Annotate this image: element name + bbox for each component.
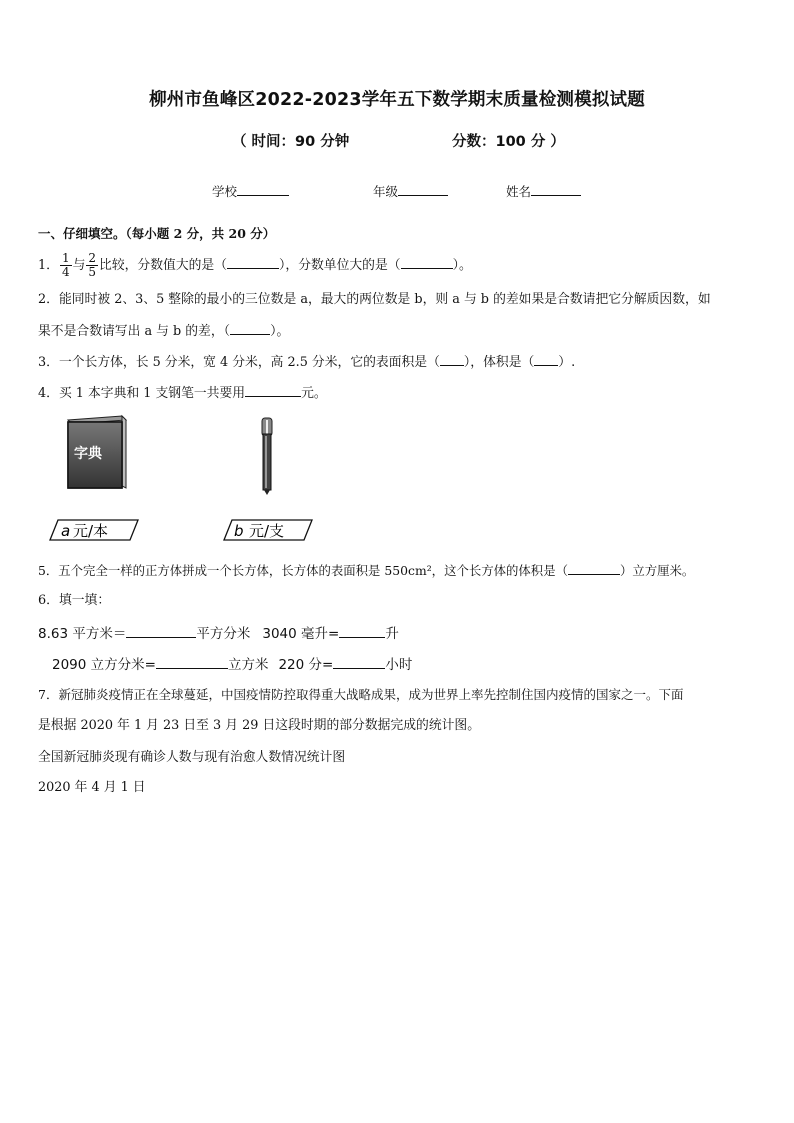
q1-mid: 与 (72, 258, 86, 273)
dictionary-label: 字典 (74, 446, 102, 462)
frac-a-denominator: 4 (61, 265, 70, 279)
fraction-1-4 (60, 252, 72, 279)
dictionary-image (60, 414, 132, 494)
q5-blank[interactable] (568, 574, 620, 575)
school-field (212, 182, 289, 200)
q4-text1: 4．买 1 本字典和 1 支钢笔一共要用 (38, 386, 246, 401)
question-5 (38, 561, 694, 581)
price-tag-pen (222, 518, 314, 542)
q1-text3: ）。 (452, 258, 472, 273)
question-2-line2 (38, 322, 289, 342)
pen-image (254, 414, 280, 496)
name-blank[interactable] (531, 195, 581, 196)
time-label: （ 时间：90 分钟 (232, 134, 350, 150)
q6-b-unit: 升 (385, 626, 399, 642)
frac-a-numerator: 1 (61, 251, 70, 265)
q1-blank-2[interactable] (401, 268, 453, 269)
q1-text2: ），分数单位大的是（ (279, 258, 401, 273)
name-field (506, 182, 581, 200)
q6-b-blank[interactable] (339, 637, 385, 638)
question-6-row2 (52, 653, 412, 673)
question-3 (38, 353, 575, 373)
q3-blank-2[interactable] (534, 365, 558, 366)
q1-text1: 比较，分数值大的是（ (99, 258, 227, 273)
price-pen-unit: 元/支 (249, 522, 285, 540)
q6-a-blank[interactable] (126, 637, 196, 638)
school-label: 学校 (212, 184, 238, 199)
grade-field (373, 182, 448, 200)
q4-text2: 元。 (301, 386, 327, 401)
q6-a-unit: 平方分米 (196, 626, 251, 642)
question-7-line1: 7．新冠肺炎疫情正在全球蔓延，中国疫情防控取得重大战略成果，成为世界上率先控制住国内疫情的国家之一。下面 (38, 687, 684, 702)
question-1 (38, 252, 472, 279)
q2-text2: ）。 (270, 324, 290, 339)
q6-d-unit: 小时 (385, 657, 413, 673)
q6-c-text: 2090 立方分米= (52, 657, 156, 673)
q4-blank[interactable] (245, 396, 301, 397)
price-book-unit: 元/本 (73, 522, 109, 540)
price-tag-book (48, 518, 140, 542)
q6-b-text: 3040 毫升= (262, 626, 340, 642)
chart-date: 2020 年 4 月 1 日 (38, 780, 146, 795)
school-blank[interactable] (237, 195, 289, 196)
score-label: 分数：100 分 ） (452, 134, 565, 150)
page-title: 柳州市鱼峰区2022-2023学年五下数学期末质量检测模拟试题 (149, 90, 645, 110)
price-pen-var: b (234, 522, 244, 540)
q3-text1: 3．一个长方体，长 5 分米，宽 4 分米，高 2.5 分米，它的表面积是（ (38, 355, 440, 370)
question-6-row1 (38, 622, 399, 642)
section-heading: 一、仔细填空。（每小题 2 分，共 20 分） (38, 226, 276, 241)
frac-b-denominator: 5 (88, 265, 97, 279)
q1-number: 1． (38, 258, 59, 273)
q3-blank-1[interactable] (440, 365, 464, 366)
grade-blank[interactable] (398, 195, 448, 196)
question-2-line1: 2．能同时被 2、3、5 整除的最小的三位数是 a，最大的两位数是 b，则 a 与 b 的差如果是合数请把它分解质因数，如 (38, 292, 711, 307)
question-6-heading: 6．填一填： (38, 593, 111, 608)
q6-c-blank[interactable] (156, 668, 228, 669)
name-label: 姓名 (506, 184, 532, 199)
chart-caption: 全国新冠肺炎现有确诊人数与现有治愈人数情况统计图 (38, 750, 346, 765)
price-book-var: a (61, 522, 71, 540)
q6-c-unit: 立方米 (227, 657, 269, 673)
fraction-2-5 (86, 252, 98, 279)
question-7-line2: 是根据 2020 年 1 月 23 日至 3 月 29 日这段时期的部分数据完成的统计图。 (38, 718, 481, 733)
q6-d-blank[interactable] (333, 668, 385, 669)
q2-text1: 果不是合数请写出 a 与 b 的差，（ (38, 324, 231, 339)
grade-label: 年级 (373, 184, 399, 199)
q3-text3: ）. (558, 355, 576, 370)
frac-b-numerator: 2 (88, 251, 97, 265)
q6-d-text: 220 分= (278, 657, 334, 673)
q5-text1: 5．五个完全一样的正方体拼成一个长方体，长方体的表面积是 550cm²，这个长方体的体积是（ (38, 563, 568, 578)
q2-blank[interactable] (230, 334, 270, 335)
question-4 (38, 384, 327, 404)
q3-text2: ），体积是（ (463, 355, 535, 370)
q1-blank-1[interactable] (227, 268, 279, 269)
q6-a-text: 8.63 平方米＝ (38, 626, 127, 642)
q5-text2: ）立方厘米。 (619, 563, 695, 578)
